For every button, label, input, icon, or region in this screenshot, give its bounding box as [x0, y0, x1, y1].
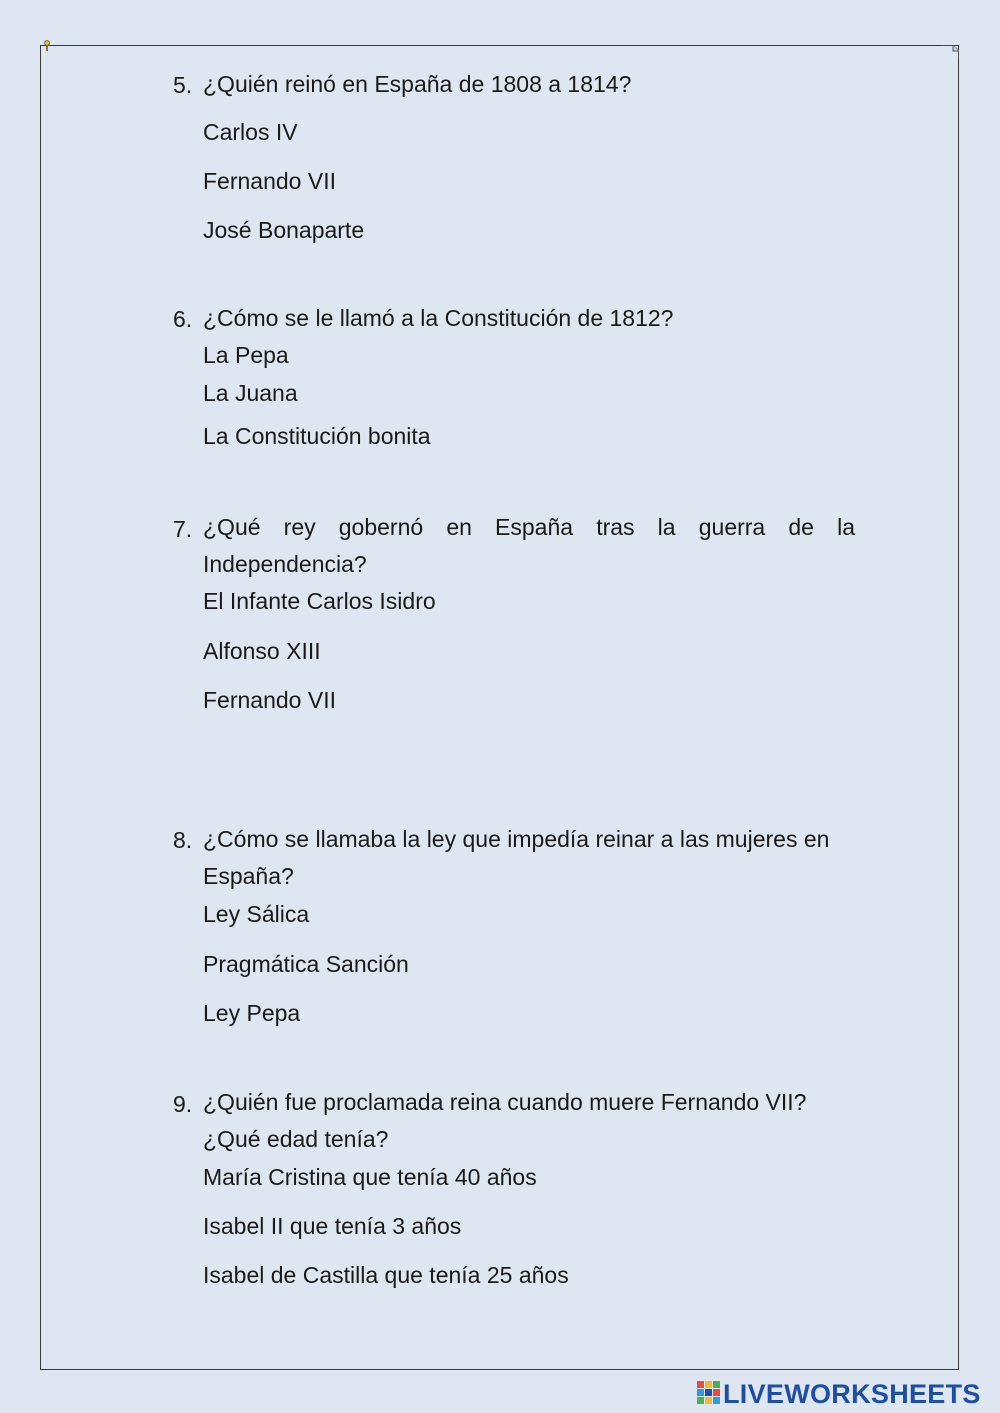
pin-icon [43, 40, 51, 52]
answer-option[interactable]: La Juana [203, 380, 298, 406]
question-text: ¿Qué rey gobernó en España tras la guerra de la Independencia? [203, 514, 855, 577]
answer-option[interactable]: Fernando VII [203, 687, 336, 713]
answer-option[interactable]: María Cristina que tenía 40 años [203, 1164, 537, 1190]
question-number: 9. [173, 1091, 193, 1117]
answer-option[interactable]: Isabel de Castilla que tenía 25 años [203, 1262, 569, 1288]
answer-option[interactable]: La Pepa [203, 342, 289, 368]
question-number: 6. [173, 306, 193, 332]
liveworksheets-logo-icon [697, 1381, 721, 1407]
answer-option[interactable]: Alfonso XIII [203, 638, 321, 664]
answer-option[interactable]: Carlos IV [203, 119, 298, 145]
question-number: 7. [173, 516, 193, 542]
answer-option[interactable]: Ley Sálica [203, 901, 310, 927]
answer-option[interactable]: Ley Pepa [203, 1000, 301, 1026]
question-number: 8. [173, 827, 193, 853]
question-text: ¿Quién reinó en España de 1808 a 1814? [203, 71, 632, 97]
logo-text: LIVEWORKSHEETS [723, 1378, 981, 1409]
answer-option[interactable]: Fernando VII [203, 168, 336, 194]
page-corner-fold [941, 45, 959, 59]
question-number: 5. [173, 72, 193, 98]
question-text: ¿Quién fue proclamada reina cuando muere Fernando VII? ¿Qué edad tenía? [203, 1089, 807, 1152]
liveworksheets-logo [697, 1378, 981, 1410]
answer-option[interactable]: El Infante Carlos Isidro [203, 588, 436, 614]
answer-option[interactable]: Isabel II que tenía 3 años [203, 1213, 462, 1239]
answer-option[interactable]: José Bonaparte [203, 217, 365, 243]
question-text: ¿Cómo se llamaba la ley que impedía reinar a las mujeres en España? [203, 826, 830, 889]
question-text: ¿Cómo se le llamó a la Constitución de 1812? [203, 305, 674, 331]
answer-option[interactable]: La Constitución bonita [203, 423, 431, 449]
answer-option[interactable]: Pragmática Sanción [203, 951, 409, 977]
